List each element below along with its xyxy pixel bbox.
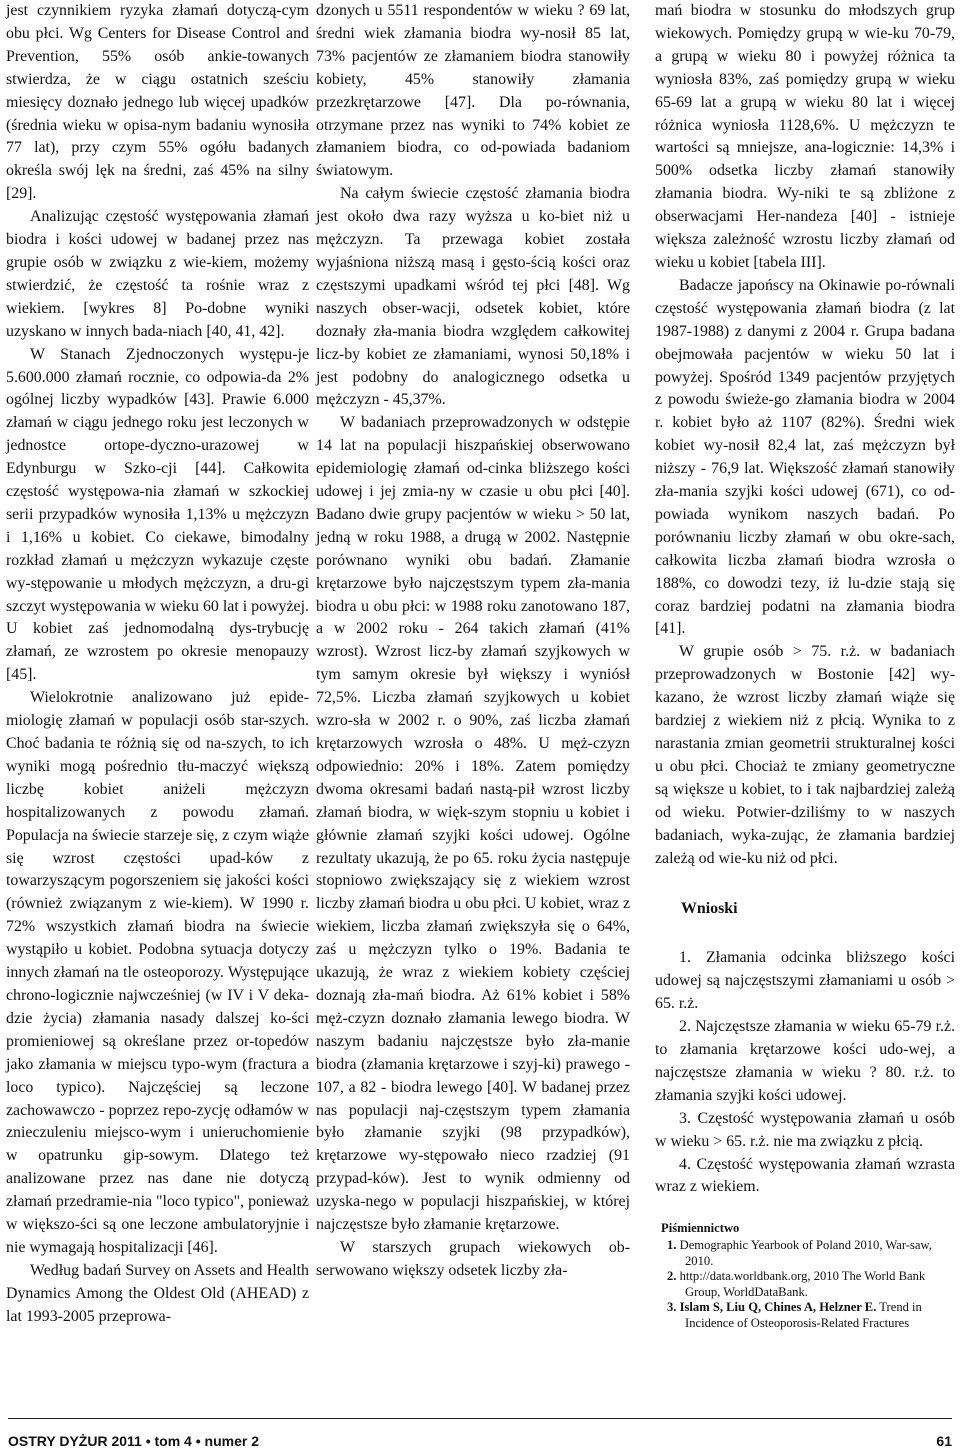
reference-number: 1. xyxy=(667,1237,677,1252)
paragraph: Według badań Survey on Assets and Health Dynamics Among the Oldest Old (AHEAD) z lat 1993-2005 przeprowa- xyxy=(6,1261,309,1325)
text-column-right xyxy=(655,0,955,1331)
paragraph: W grupie osób > 75. r.ż. w badaniach przeprowadzonych w Bostonie [42] wy-kazano, że wzrost liczby złamań wiąże się bardziej z wiekiem niż z płcią. Wynika to z narastania zmian geometrii strukturalnej kości u obu płci. Chociaż te zmiany geometryczne są większe u kobiet, to i tak najbardziej zależą od wieku. Potwier-dziliśmy to w naszych badaniach, wyka-zując, że złamania bardziej zależą od wie-ku niż od płci. xyxy=(655,643,955,867)
paragraph: dzonych u 5511 respondentów w wieku ? 69 lat, średni wiek złamania biodra wy-nosił 85 lat, 73% pacjentów ze złamaniem biodra stanowiły kobiety, 45% stanowiły złamania przezkrętarzowe [47]. Dla po-równania, otrzymane przez nas wyniki to 74% kobiet ze złamaniem biodra, co od-powiada badaniom światowym. xyxy=(316,2,630,180)
conclusion-item: 4. Częstość występowania złamań wzrasta wraz z wiekiem. xyxy=(655,1155,955,1196)
text-column-middle xyxy=(316,0,630,1283)
paragraph: Na całym świecie częstość złamania biodra jest około dwa razy wyższa u ko-biet niż u mężczyzn. Ta przewaga kobiet została wyjaśniona niższą masą i gęsto-ścią kości oraz częstszymi upadkami wśród tej płci [48]. Wg naszych obser-wacji, odsetek kobiet, które doznały zła-mania biodra względem całkowitej licz-by kobiet ze złamaniami, wynosi 50,18% i jest podobny do analogicznego odsetka u mężczyzn - 45,37%. xyxy=(316,185,630,409)
paragraph: mań biodra w stosunku do młodszych grup wiekowych. Pomiędzy grupą w wie-ku 70-79, a grupą w wieku 80 i powyżej różnica ta wyniosła 83%, zaś pomiędzy grupą w wieku 65-69 lat a grupą w wieku 80 lat i więcej różnica wyniosła 1128,6%. U mężczyzn te wartości są mniejsze, ana-logicznie: 14,3% i 500% odsetka liczby złamań stanowiły złamania biodra. Wy-niki te są zbliżone z obserwacjami Her-nandeza [40] - istnieje większa zależność wzrostu liczby złamań od wieku u kobiet [tabela III]. xyxy=(655,2,955,271)
paragraph: Analizując częstość występowania złamań biodra i kości udowej w badanej przez nas grupie osób w związku z wie-kiem, możemy stwierdzić, że częstość ta rośnie wraz z wiekiem. [wykres 8] Po-dobne wyniki uzyskano w innych bada-niach [40, 41, 42]. xyxy=(6,208,309,340)
paragraph: W Stanach Zjednoczonych występu-je 5.600.000 złamań rocznie, co odpowia-da 2% ogólnej liczby wypadków [43]. Prawie 6.000 złamań w ciągu jednego roku jest leczonych w jednostce ortope-dyczno-urazowej w Edynburgu w Szko-cji [44]. Całkowita częstość występowa-nia złamań w szkockiej serii przypadków wynosiła 1,13% u mężczyzn i 1,16% u kobiet. Co ciekawe, bimodalny rozkład złamań u mężczyzn wykazuje częste wy-stępowanie u młodych mężczyzn, a dru-gi szczyt występowania w wieku 60 lat i powyżej. U kobiet zaś jednomodalną dys-trybucję złamań, ze wzrostem po okresie menopauzy [45]. xyxy=(6,345,309,684)
conclusion-item: 2. Najczęstsze złamania w wieku 65-79 r.ż. to złamania krętarzowe kości udo-wej, a najczęstsze złamania w wieku ? 80. r.ż. to złamania szyjki kości udowej. xyxy=(655,1018,955,1104)
reference-text: Trend in Incidence of Osteoporosis-Related Fractures xyxy=(685,1300,922,1330)
reference-text: Demographic Yearbook of Poland 2010, War-saw, 2010. xyxy=(679,1237,932,1268)
reference-item xyxy=(661,1269,955,1300)
paragraph: W badaniach przeprowadzonych w odstępie 14 lat na populacji hiszpańskiej obserwowano epidemiologię złamań od-cinka bliższego kości udowej i jej zmia-ny w czasie u obu płci [40]. Badano dwie grupy pacjentów w wieku > 50 lat, jedną w roku 1988, a drugą w 2002. Następnie porównano wyniki obu badań. Złamanie krętarzowe było najczęstszym typem zła-mania biodra u obu płci: w 1988 roku zanotowano 187, a w 2002 roku - 264 takich złamań (41% wzrost). Wzrost licz-by złamań szyjkowych w tym samym okresie był większy i wyniósł 72,5%. Liczba złamań szyjkowych u kobiet wzro-sła w 2002 r. o 90%, zaś liczba złamań krętarzowych wzrosła o 48%. U męż-czyzn odpowiednio: 20% i 18%. Zatem pomiędzy dwoma okresami badań nastą-pił wzrost liczby złamań biodra, w więk-szym stopniu u kobiet i głównie złamań szyjki kości udowej. Ogólne rezultaty ukazują, że po 65. roku życia następuje stopniowo zwiększający się z wiekiem wzrost liczby złamań biodra u obu płci. U kobiet, wraz z wiekiem, liczba złamań zwiększyła się o 64%, zaś u mężczyzn tylko o 19%. Badania te ukazują, że wraz z wiekiem kobiety częściej doznają zła-mań biodra. Aż 61% kobiet i 58% męż-czyzn doznało złamania lewego biodra. W naszym badaniu najczęstsze było zła-manie biodra (złamania krętarzowe i szyj-ki) prawego - 107, a 82 - biodra lewego [40]. W badanej przez nas populacji naj-częstszym typem złamania było złamanie szyjki (98 przypadków), krętarzowe wy-stępowało nieco rzadziej (91 przypad-ków). Jest to wynik odmienny od uzyska-nego w populacji hiszpańskiej, w której najczęstsze było złamanie krętarzowe. xyxy=(316,414,630,1234)
reference-authors: Islam S, Liu Q, Chines A, Helzner E. xyxy=(679,1300,877,1315)
paragraph: jest czynnikiem ryzyka złamań dotyczą-cym obu płci. Wg Centers for Disease Control and Prevention, 55% osób ankie-towanych stwierdza, że w ciągu ostatnich sześciu miesięcy doznało jednego lub więcej upadków (średnia wieku w opisa-nym badaniu wynosiła 77 lat), przy czym 55% ogółu badanych określa swój lęk na średni, zaś 45% na silny [29]. xyxy=(6,2,309,203)
reference-text: http://data.worldbank.org, 2010 The World Bank Group, WorldDataBank. xyxy=(679,1269,926,1299)
references xyxy=(655,1221,955,1331)
page-number: 61 xyxy=(936,1433,952,1449)
reference-number: 3. xyxy=(667,1300,677,1315)
paragraph: Badacze japońscy na Okinawie po-równali częstość występowania złamań biodra (z lat 1987-1988) z danymi z 2004 r. Grupa badana obejmowała pacjentów w wieku 50 lat i powyżej. Spośród 1349 pacjentów przyjętych z powodu świeże-go złamania biodra w 2004 r. kobiet było aż 1107 (82%). Średni wiek kobiet wy-nosił 82,4 lat, zaś mężczyzn był niższy - 76,9 lat. Większość złamań stanowiły zła-mania szyjki kości udowej (671), co od-powiada wynikom naszych badań. Po porównaniu liczby złamań w obu okre-sach, całkowita liczba złamań biodra wzrosła o 188%, co dowodzi tezy, iż lu-dzie stają się coraz bardziej podatni na złamania biodra [41]. xyxy=(655,276,955,638)
reference-item xyxy=(661,1238,955,1269)
conclusion-item: 3. Częstość występowania złamań u osób w wieku > 65. r.ż. nie ma związku z płcią. xyxy=(655,1109,955,1150)
paragraph: W starszych grupach wiekowych ob-serwowano większy odsetek liczby zła- xyxy=(316,1238,630,1279)
conclusion-item: 1. Złamania odcinka bliższego kości udowej są najczęstszymi złamaniami u osób > 65. r.ż. xyxy=(655,949,955,1013)
paragraph: Wielokrotnie analizowano już epide-miologię złamań w populacji osób star-szych. Choć badania te różnią się od na-szych, to ich wyniki mogą pośrednio tłu-maczyć większą liczbę kobiet aniżeli mężczyzn hospitalizowanych z powodu złamań. Populacja na świecie starzeje się, z czym wiąże się wzrost częstości upad-ków z towarzyszącym pogorszeniem się jakości kości (również związanym z wie-kiem). W 1990 r. 72% wszystkich złamań biodra na świecie wystąpiło u kobiet. Podobna sytuacja dotyczy innych złamań na tle osteoporozy. Występujące chrono-logicznie najwcześniej (w IV i V deka-dzie życia) złamania nasady dalszej ko-ści promieniowej są określane przez or-topedów jako złamania w miejscu typo-wym (fractura a loco typico). Najczęściej są leczone zachowawczo - poprzez repo-zycję odłamów w znieczuleniu miejsco-wym i unieruchomienie w opatrunku gip-sowym. Dlatego też analizowane przez nas dane nie dotyczą złamań przedramie-nia "loco typico", ponieważ w większo-ści są one leczone ambulatoryjnie i nie wymagają hospitalizacji [46]. xyxy=(6,689,309,1256)
reference-number: 2. xyxy=(667,1269,677,1284)
journal-info: OSTRY DYŻUR 2011 • tom 4 • numer 2 xyxy=(8,1433,259,1449)
conclusions-heading: Wnioski xyxy=(681,900,738,918)
page-footer xyxy=(8,1418,952,1447)
text-column-left xyxy=(6,0,309,1329)
references-title: Piśmiennictwo xyxy=(661,1221,740,1236)
reference-item xyxy=(661,1300,955,1331)
